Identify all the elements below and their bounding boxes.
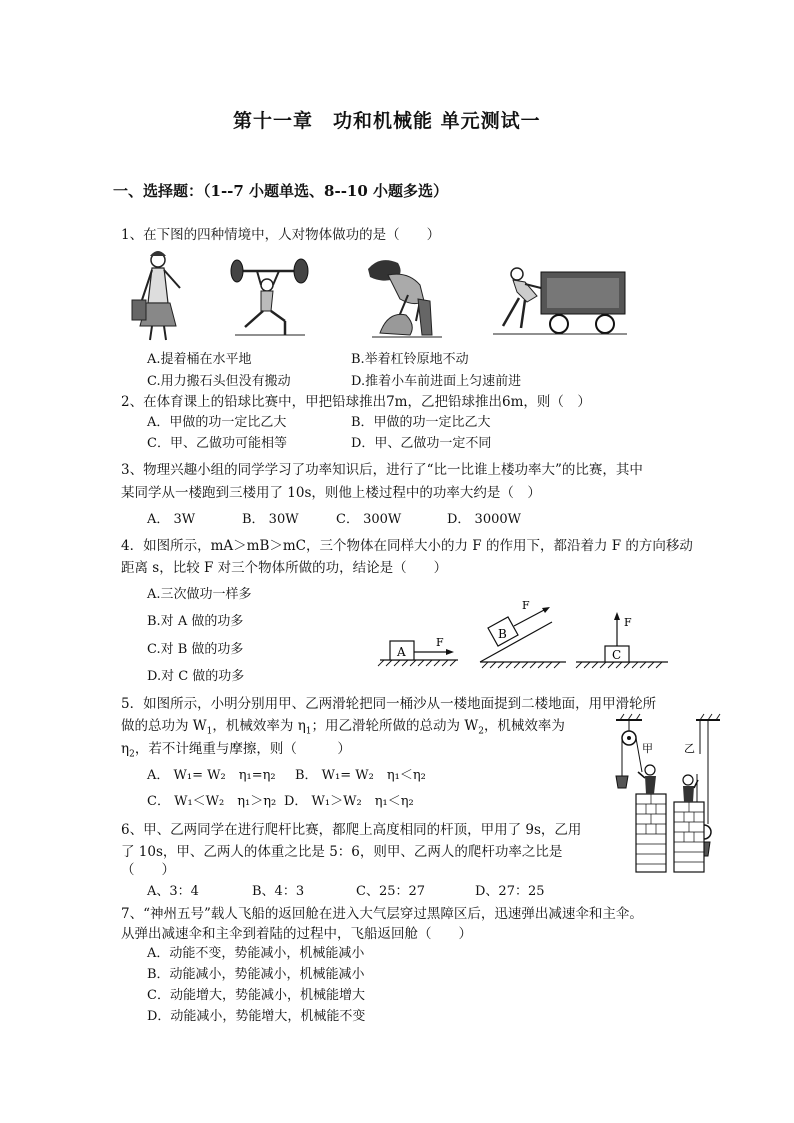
- q1-option-c: C.用力搬石头但没有搬动: [147, 374, 291, 389]
- q3-option-d: D． 3000W: [447, 512, 522, 527]
- q2-option-a: A．甲做的功一定比乙大: [147, 415, 287, 430]
- q1-option-d: D.推着小车前进面上匀速前进: [351, 374, 522, 389]
- q5-option-c: C． W₁＜W₂ η₁＞η₂: [147, 794, 277, 809]
- q1-stem: 1、在下图的四种情境中，人对物体做功的是（ ）: [121, 227, 441, 243]
- q1-option-b: B.举着杠铃原地不动: [351, 352, 469, 367]
- section-heading: 一、选择题：（1--7 小题单选、8--10 小题多选）: [113, 182, 449, 200]
- q4-option-c: C.对 B 做的功多: [147, 642, 244, 657]
- q6-option-a: A、3：4: [147, 884, 199, 899]
- q7-option-b: B．动能减小，势能减小，机械能减小: [147, 967, 365, 982]
- q7-option-a: A．动能不变，势能减小，机械能减小: [147, 946, 365, 961]
- q4-option-d: D.对 C 做的功多: [147, 669, 245, 684]
- q7-line1: 7、“神州五号”载人飞船的返回舱在进入大气层穿过黑障区后，迅速弹出减速伞和主伞。: [121, 906, 643, 922]
- q4-line2: 距离 s，比较 F 对三个物体所做的功，结论是（ ）: [121, 560, 448, 576]
- q2-option-b: B．甲做的功一定比乙大: [351, 415, 491, 430]
- q4-block-b-label: B: [498, 627, 507, 641]
- q5-option-d: D． W₁＞W₂ η₁＜η₂: [284, 794, 414, 809]
- q2-option-d: D．甲、乙做功一定不同: [351, 436, 492, 451]
- q4-option-a: A.三次做功一样多: [147, 587, 252, 602]
- q3-option-b: B． 30W: [242, 512, 299, 527]
- q4-force-b-label: F: [522, 599, 530, 612]
- q6-option-c: C、25：27: [356, 884, 426, 899]
- q7-line2: 从弹出减速伞和主伞到着陆的过程中，飞船返回舱（ ）: [121, 926, 472, 942]
- q4-block-a-label: A: [397, 645, 406, 659]
- q3-line1: 3、物理兴趣小组的同学学习了功率知识后，进行了“比一比谁上楼功率大”的比赛，其中: [121, 462, 643, 478]
- q5-label-yi: 乙: [684, 742, 695, 755]
- q3-line2: 某同学从一楼跑到三楼用了 10s，则他上楼过程中的功率大约是（ ）: [121, 485, 541, 501]
- q3-option-c: C． 300W: [336, 512, 402, 527]
- q6-line2: 了 10s，甲、乙两人的体重之比是 5：6，则甲、乙两人的爬杆功率之比是: [121, 844, 563, 860]
- q1-figure-cart: [487, 262, 632, 340]
- q6-line1: 6、甲、乙两同学在进行爬杆比赛，都爬上高度相同的杆顶，甲用了 9s，乙用: [121, 822, 582, 838]
- q4-option-b: B.对 A 做的功多: [147, 614, 244, 629]
- q6-option-d: D、27：25: [475, 884, 545, 899]
- q4-force-a-label: F: [436, 636, 444, 649]
- q3-option-a: A． 3W: [147, 512, 196, 527]
- q5-option-b: B． W₁= W₂ η₁＜η₂: [295, 768, 426, 783]
- q6-line3: （ ）: [121, 862, 175, 878]
- q2-stem: 2、在体育课上的铅球比赛中，甲把铅球推出7m，乙把铅球推出6m，则（ ）: [121, 394, 591, 410]
- q4-block-c-label: C: [612, 648, 622, 662]
- page-title: 第十一章 功和机械能 单元测试一: [233, 110, 541, 132]
- q4-line1: 4．如图所示，mA＞mB＞mC，三个物体在同样大小的力 F 的作用下，都沿着力 F 的方向移动: [121, 538, 693, 554]
- q1-figure-barbell: [227, 255, 312, 340]
- q4-force-c-label: F: [624, 616, 632, 629]
- q5-option-a: A． W₁= W₂ η₁=η₂: [147, 768, 276, 783]
- q7-option-c: C．动能增大，势能减小，机械能增大: [147, 988, 365, 1003]
- q1-figure-stone: [358, 255, 448, 343]
- q5-label-jia: 甲: [642, 742, 653, 755]
- q1-figure-bucket: [128, 248, 198, 343]
- q1-option-a: A.提着桶在水平地: [147, 352, 252, 367]
- q5-pulley-figure: [612, 714, 722, 874]
- q6-option-b: B、4：3: [252, 884, 305, 899]
- q4-figure: [376, 600, 676, 670]
- q5-line2: 做的总功为 $W_1$，机械效率为 $\eta_1$；用乙滑轮所做的总动为 $W_2$，机械效率为: [121, 718, 565, 737]
- q7-option-d: D．动能减小，势能增大，机械能不变: [147, 1009, 366, 1024]
- q2-option-c: C．甲、乙做功可能相等: [147, 436, 287, 451]
- q5-line1: 5．如图所示，小明分别用甲、乙两滑轮把同一桶沙从一楼地面提到二楼地面，用甲滑轮所: [121, 696, 657, 712]
- q5-line3: $\eta_2$，若不计绳重与摩擦，则（ ）: [121, 741, 351, 760]
